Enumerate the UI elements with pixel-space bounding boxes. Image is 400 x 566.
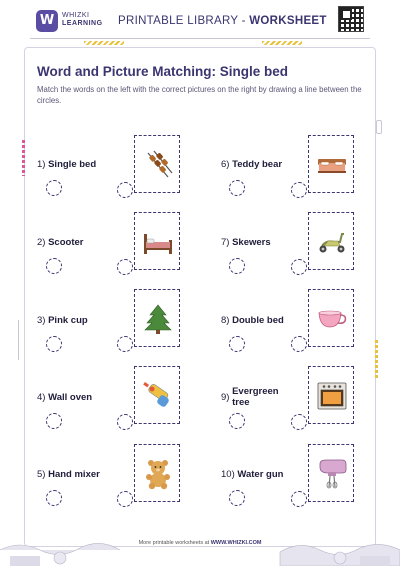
- item-word: Hand mixer: [48, 469, 100, 480]
- match-circle-picture[interactable]: [291, 336, 307, 352]
- whizki-logo-icon: W: [36, 10, 58, 32]
- side-decoration: [376, 120, 382, 134]
- worksheet-title: Word and Picture Matching: Single bed: [37, 64, 289, 79]
- match-circle-left[interactable]: [229, 258, 245, 274]
- match-circle-left[interactable]: [46, 336, 62, 352]
- header: [0, 0, 400, 52]
- match-circle-picture[interactable]: [291, 491, 307, 507]
- word-item: [37, 315, 88, 326]
- item-number: 8): [221, 315, 230, 326]
- item-number: 1): [37, 159, 46, 170]
- picture-card: [308, 135, 354, 193]
- header-title-prefix: PRINTABLE LIBRARY -: [118, 15, 250, 27]
- match-circle-left[interactable]: [46, 258, 62, 274]
- pink-cup-icon: [316, 303, 348, 335]
- word-item: [37, 469, 100, 480]
- match-circle-picture[interactable]: [117, 182, 133, 198]
- hand-mixer-icon: [316, 458, 348, 490]
- item-number: 9): [221, 392, 230, 403]
- picture-card: [134, 444, 180, 502]
- picture-card: [134, 366, 180, 424]
- header-divider: [30, 38, 370, 39]
- evergreen-tree-icon: [142, 303, 174, 335]
- match-circle-picture[interactable]: [291, 259, 307, 275]
- item-word: Evergreen tree: [232, 386, 279, 408]
- footer-link[interactable]: WWW.WHIZKI.COM: [210, 540, 262, 546]
- word-item: [221, 315, 284, 326]
- stripe-decoration: [262, 41, 302, 45]
- match-circle-left[interactable]: [229, 336, 245, 352]
- item-word: Teddy bear: [232, 159, 283, 170]
- picture-card: [308, 289, 354, 347]
- match-circle-left[interactable]: [46, 413, 62, 429]
- side-decoration: [18, 320, 19, 360]
- picture-card: [308, 212, 354, 270]
- picture-card: [134, 289, 180, 347]
- match-circle-left[interactable]: [229, 490, 245, 506]
- match-circle-left[interactable]: [46, 180, 62, 196]
- match-circle-picture[interactable]: [117, 336, 133, 352]
- word-item: [37, 392, 92, 403]
- picture-card: [308, 444, 354, 502]
- header-title: [118, 15, 327, 27]
- match-circle-left[interactable]: [229, 413, 245, 429]
- skewers-icon: [142, 149, 174, 181]
- word-item: [37, 237, 83, 248]
- footer-prefix: More printable worksheets at: [138, 540, 211, 546]
- match-circle-picture[interactable]: [117, 259, 133, 275]
- item-number: 5): [37, 469, 46, 480]
- wall-oven-icon: [316, 380, 348, 412]
- word-item: [221, 159, 282, 170]
- teddy-bear-icon: [142, 458, 174, 490]
- header-title-bold: WORKSHEET: [249, 15, 327, 27]
- water-gun-icon: [142, 380, 174, 412]
- side-stripe-decoration: [22, 140, 25, 176]
- side-stripe-decoration: [375, 340, 378, 380]
- brand-line-2: LEARNING: [62, 20, 103, 27]
- item-number: 4): [37, 392, 46, 403]
- item-number: 10): [221, 469, 235, 480]
- stripe-decoration: [84, 41, 124, 45]
- match-circle-left[interactable]: [229, 180, 245, 196]
- item-word: Water gun: [237, 469, 284, 480]
- item-word: Single bed: [48, 159, 97, 170]
- scooter-icon: [316, 226, 348, 258]
- item-word: Scooter: [48, 237, 84, 248]
- brand-line-1: WHIZKI: [62, 12, 90, 19]
- picture-card: [134, 135, 180, 193]
- single-bed-icon: [142, 226, 174, 258]
- item-word: Skewers: [232, 237, 271, 248]
- match-circle-picture[interactable]: [291, 182, 307, 198]
- item-word: Wall oven: [48, 392, 93, 403]
- worksheet-instructions: Match the words on the left with the correct pictures on the right by drawing a line between the circles.: [37, 85, 362, 105]
- footer-text: [0, 540, 400, 546]
- match-circle-picture[interactable]: [117, 491, 133, 507]
- match-circle-picture[interactable]: [117, 414, 133, 430]
- match-circle-left[interactable]: [46, 490, 62, 506]
- item-word: Double bed: [232, 315, 284, 326]
- match-circle-picture[interactable]: [291, 414, 307, 430]
- item-word: Pink cup: [48, 315, 88, 326]
- qr-code-icon: [338, 6, 364, 32]
- picture-card: [308, 366, 354, 424]
- item-number: 7): [221, 237, 230, 248]
- word-item: [221, 469, 283, 480]
- item-number: 3): [37, 315, 46, 326]
- word-item: [221, 386, 292, 408]
- word-item: [221, 237, 271, 248]
- item-number: 6): [221, 159, 230, 170]
- word-item: [37, 159, 96, 170]
- item-number: 2): [37, 237, 46, 248]
- double-bed-icon: [316, 149, 348, 181]
- brand-name: [62, 12, 103, 28]
- picture-card: [134, 212, 180, 270]
